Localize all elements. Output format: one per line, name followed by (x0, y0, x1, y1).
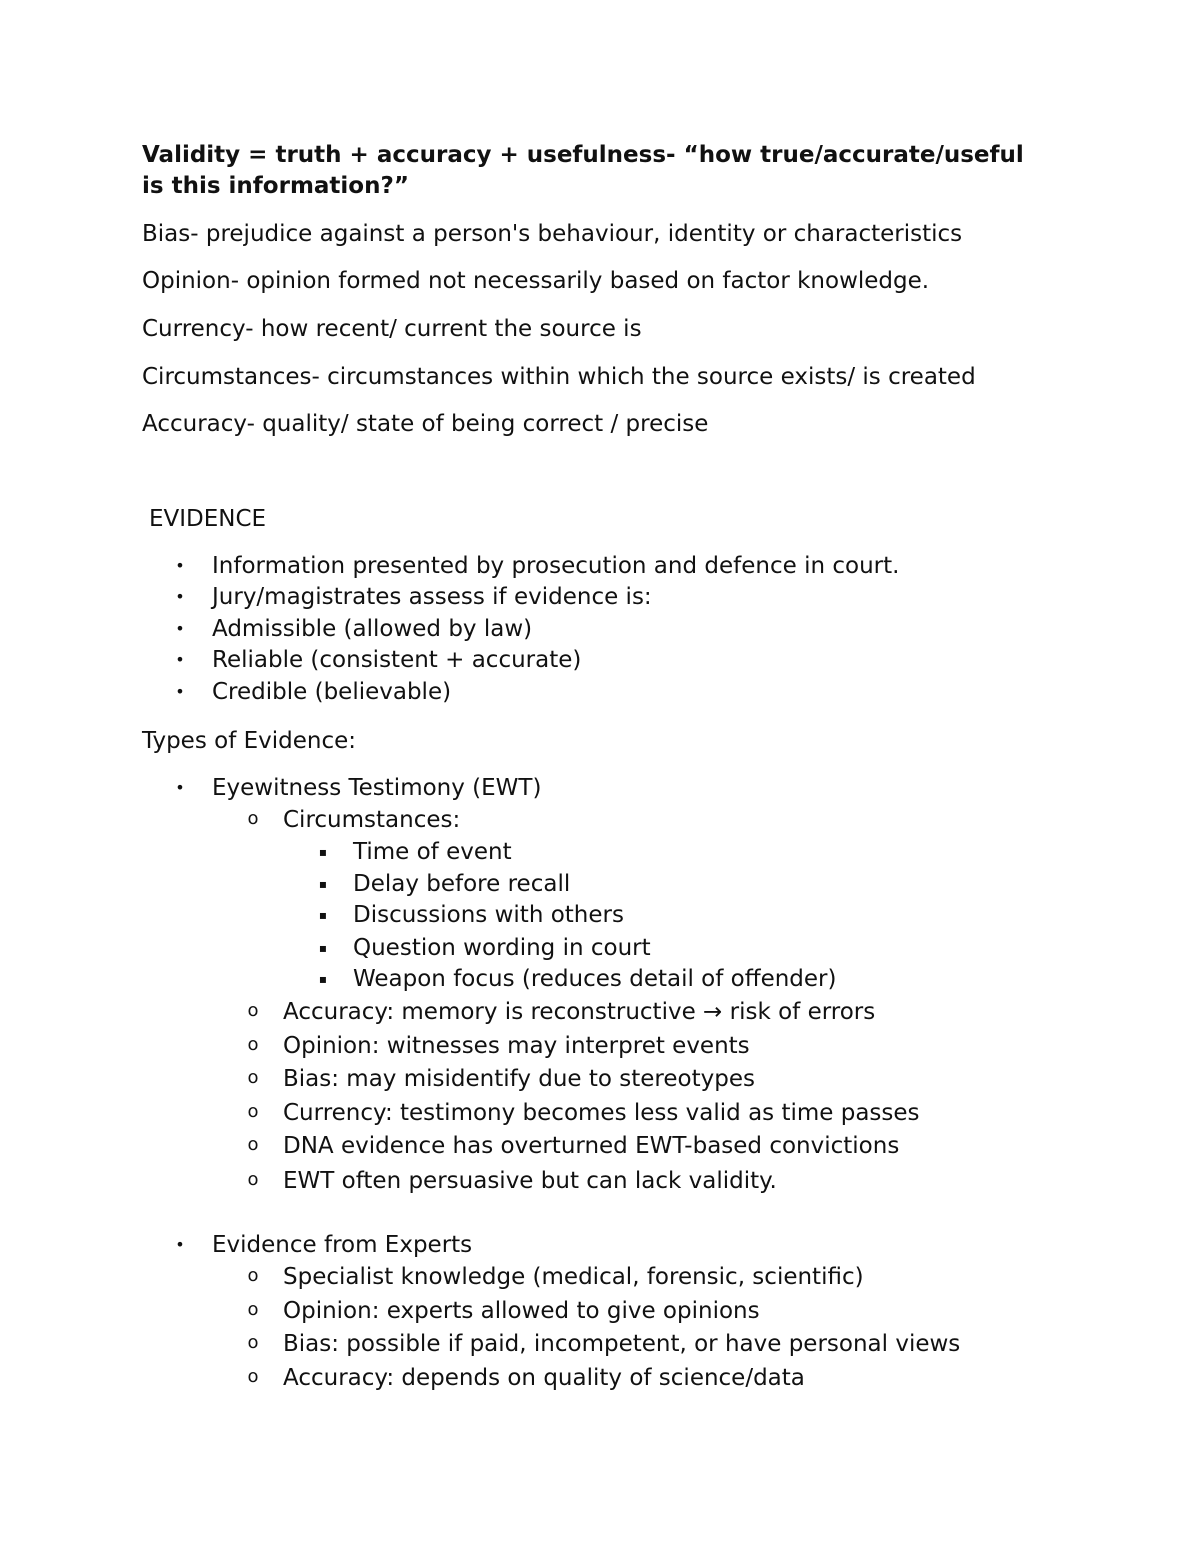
sub-sub-list-item (318, 933, 651, 963)
sub-list-item (247, 1031, 750, 1061)
bullet-disc-icon: • (175, 650, 185, 669)
sub-list-item (247, 1064, 755, 1094)
list-item-text: Weapon focus (reduces detail of offender) (353, 966, 837, 992)
bullet-circle-icon: o (247, 1067, 259, 1088)
list-item-text: Time of event (353, 839, 512, 865)
list-item-text: Admissible (allowed by law) (212, 616, 533, 642)
list-item-text: Discussions with others (353, 902, 624, 928)
list-item (175, 582, 652, 612)
sub-list-item (247, 997, 876, 1027)
list-item-text: Bias: possible if paid, incompetent, or have personal views (283, 1331, 961, 1357)
list-item-text: Delay before recall (353, 871, 571, 897)
list-item-text: Accuracy: memory is reconstructive → risk of errors (283, 999, 876, 1025)
list-item (175, 677, 452, 707)
list-item-text: Specialist knowledge (medical, forensic, scientific) (283, 1264, 864, 1290)
bullet-square-icon: ▪ (318, 941, 328, 955)
list-item-text: Currency: testimony becomes less valid as time passes (283, 1100, 920, 1126)
sub-sub-list-item (318, 837, 512, 867)
bullet-circle-icon: o (247, 808, 259, 829)
list-item-text: Circumstances: (283, 807, 461, 833)
bullet-disc-icon: • (175, 619, 185, 638)
bullet-circle-icon: o (247, 1265, 259, 1286)
sub-list-item (247, 1166, 777, 1196)
sub-list-item (247, 1329, 961, 1359)
list-item-text: Evidence from Experts (212, 1232, 473, 1258)
bullet-circle-icon: o (247, 1034, 259, 1055)
bullet-circle-icon: o (247, 1101, 259, 1122)
evidence-heading: EVIDENCE (149, 506, 267, 532)
list-item-text: Reliable (consistent + accurate) (212, 647, 582, 673)
validity-heading (142, 140, 1062, 202)
definition-opinion: Opinion- opinion formed not necessarily based on factor knowledge. (142, 268, 930, 294)
list-item-text: Bias: may misidentify due to stereotypes (283, 1066, 755, 1092)
bullet-circle-icon: o (247, 1332, 259, 1353)
list-item (175, 614, 533, 644)
bullet-circle-icon: o (247, 1000, 259, 1021)
bullet-disc-icon: • (175, 682, 185, 701)
list-item-text: Jury/magistrates assess if evidence is: (212, 584, 652, 610)
bullet-circle-icon: o (247, 1299, 259, 1320)
definition-accuracy: Accuracy- quality/ state of being correct / precise (142, 411, 709, 437)
bullet-square-icon: ▪ (318, 877, 328, 891)
definition-circumstances: Circumstances- circumstances within which the source exists/ is created (142, 364, 976, 390)
bullet-disc-icon: • (175, 778, 185, 797)
definition-bias: Bias- prejudice against a person's behaviour, identity or characteristics (142, 221, 963, 247)
list-item (175, 551, 900, 581)
bullet-disc-icon: • (175, 587, 185, 606)
list-item-text: Information presented by prosecution and defence in court. (212, 553, 900, 579)
list-item-text: DNA evidence has overturned EWT-based convictions (283, 1133, 900, 1159)
bullet-square-icon: ▪ (318, 845, 328, 859)
sub-list-item (247, 1262, 864, 1292)
list-item-ewt (175, 773, 542, 803)
sub-list-item (247, 805, 461, 835)
validity-heading-line-2: is this information?” (142, 173, 409, 199)
bullet-disc-icon: • (175, 1235, 185, 1254)
list-item-experts (175, 1230, 473, 1260)
list-item-text: Opinion: experts allowed to give opinions (283, 1298, 760, 1324)
bullet-square-icon: ▪ (318, 908, 328, 922)
list-item-text: Credible (believable) (212, 679, 452, 705)
list-item-text: Question wording in court (353, 935, 651, 961)
sub-list-item (247, 1363, 805, 1393)
list-item-text: Accuracy: depends on quality of science/data (283, 1365, 805, 1391)
sub-list-item (247, 1131, 900, 1161)
list-item (175, 645, 582, 675)
bullet-square-icon: ▪ (318, 972, 328, 986)
list-item-text: EWT often persuasive but can lack validity. (283, 1168, 777, 1194)
bullet-circle-icon: o (247, 1134, 259, 1155)
validity-heading-line-1: Validity = truth + accuracy + usefulness- “how true/accurate/useful (142, 142, 1024, 168)
sub-sub-list-item (318, 869, 571, 899)
sub-list-item (247, 1296, 760, 1326)
bullet-circle-icon: o (247, 1169, 259, 1190)
bullet-circle-icon: o (247, 1366, 259, 1387)
sub-list-item (247, 1098, 920, 1128)
bullet-disc-icon: • (175, 556, 185, 575)
sub-sub-list-item (318, 900, 624, 930)
list-item-text: Eyewitness Testimony (EWT) (212, 775, 542, 801)
sub-sub-list-item (318, 964, 837, 994)
list-item-text: Opinion: witnesses may interpret events (283, 1033, 750, 1059)
definition-currency: Currency- how recent/ current the source is (142, 316, 642, 342)
types-of-evidence-heading: Types of Evidence: (142, 728, 357, 754)
